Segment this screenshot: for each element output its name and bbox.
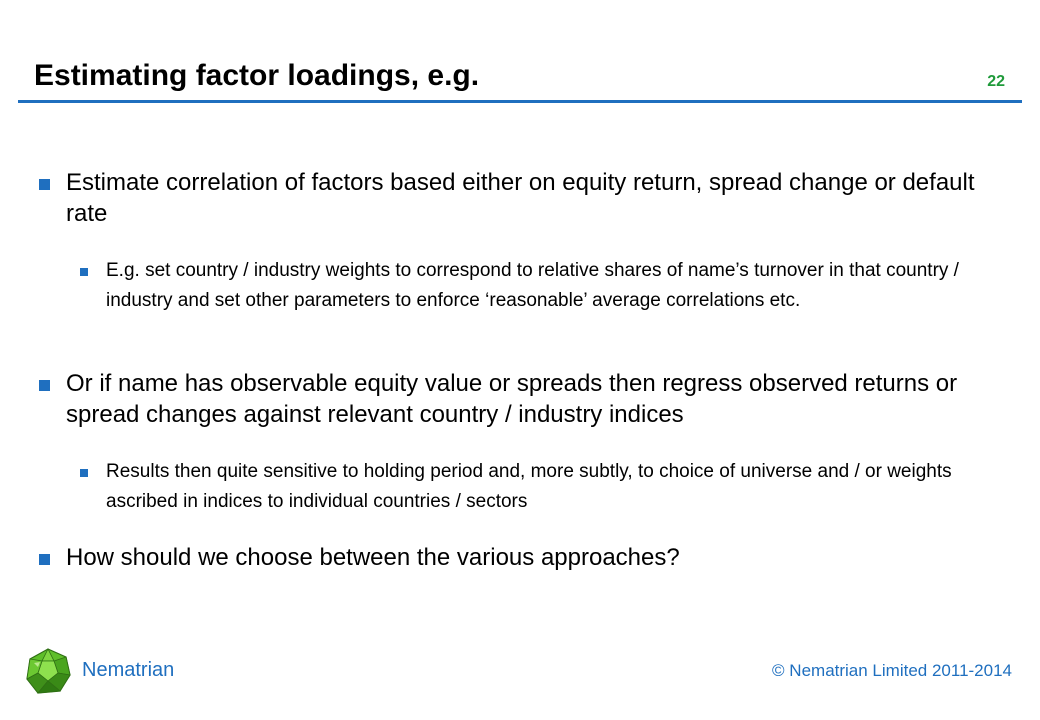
bullet-marker	[39, 380, 50, 391]
slide-number: 22	[987, 73, 1005, 90]
brand-name: Nematrian	[82, 659, 175, 681]
bullet-item	[66, 542, 976, 573]
bullet-text: Or if name has observable equity value or spreads then regress observed returns or spread changes against relevant country / industry indices	[66, 370, 958, 428]
bullet-item	[66, 368, 976, 430]
sub-bullet-item	[106, 256, 986, 316]
bullet-text: Estimate correlation of factors based either on equity return, spread change or default rate	[66, 169, 975, 227]
bullet-marker	[80, 268, 88, 276]
bullet-marker	[39, 554, 50, 565]
bullet-text: Results then quite sensitive to holding period and, more subtly, to choice of universe and / or weights ascribed in indices to individual countries / sectors	[106, 461, 952, 512]
bullet-text: How should we choose between the various approaches?	[66, 544, 680, 571]
green-polyhedron-icon	[24, 647, 72, 695]
copyright-notice: © Nematrian Limited 2011-2014	[772, 661, 1012, 680]
bullet-item	[66, 167, 976, 229]
bullet-marker	[39, 179, 50, 190]
sub-bullet-item	[106, 457, 986, 517]
bullet-marker	[80, 469, 88, 477]
slide-title: Estimating factor loadings, e.g.	[34, 59, 480, 92]
bullet-text: E.g. set country / industry weights to correspond to relative shares of name’s turnover in that country / industry and set other parameters to enforce ‘reasonable’ average correlations etc.	[106, 260, 959, 311]
